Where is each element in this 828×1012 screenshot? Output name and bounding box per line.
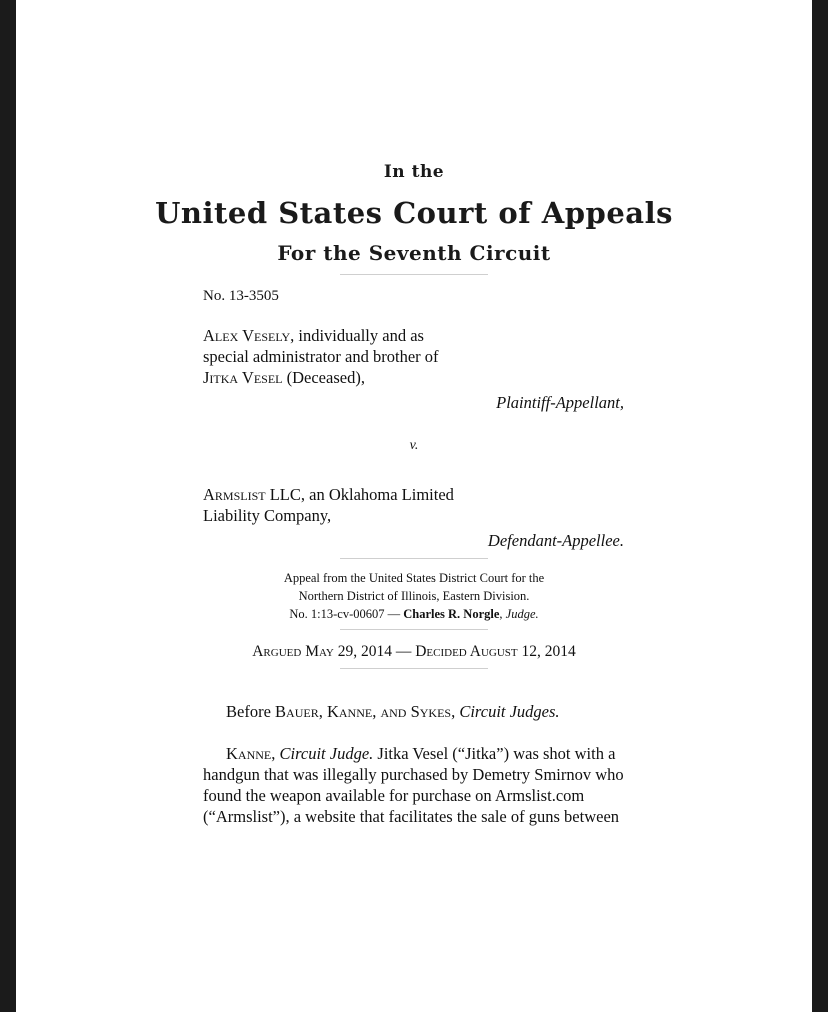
deceased-name: Jitka Vesel bbox=[203, 368, 283, 387]
plaintiff-name: Alex Vesely bbox=[203, 326, 291, 345]
opinion-line-4: (“Armslist”), a website that facilitates the sale of guns between bbox=[203, 807, 620, 826]
district-judge-title: Judge. bbox=[505, 607, 539, 621]
judge-comma: , bbox=[499, 607, 506, 621]
document-page bbox=[16, 0, 812, 1012]
versus bbox=[16, 438, 812, 454]
plaintiff-line-3 bbox=[203, 367, 643, 388]
opinion-line-2: handgun that was illegally purchased by Demetry Smirnov who bbox=[203, 765, 624, 784]
case-number: No. 13-3505 bbox=[203, 288, 279, 304]
plaintiff-role-text: Plaintiff-Appellant, bbox=[496, 393, 624, 412]
argued-decided-dates: Argued May 29, 2014 — Decided August 12, 2014 bbox=[252, 643, 576, 660]
header-in-the: In the bbox=[383, 162, 445, 182]
circuit-title: For the Seventh Circuit bbox=[277, 241, 551, 265]
plaintiff-desc-1: , individually and as bbox=[290, 326, 424, 345]
dates-divider bbox=[340, 668, 488, 669]
defendant-block bbox=[203, 484, 643, 526]
defendant-desc-1: LLC, an Oklahoma Limited bbox=[265, 485, 454, 504]
panel-judges bbox=[226, 701, 560, 722]
defendant-line-2: Liability Company, bbox=[203, 506, 332, 525]
versus-text: v. bbox=[409, 438, 419, 453]
author-title: Circuit Judge. bbox=[279, 744, 374, 763]
before-prefix: Before bbox=[226, 702, 276, 721]
judge-names: Bauer, Kanne, and Sykes bbox=[275, 702, 452, 721]
plaintiff-line-2: special administrator and brother of bbox=[203, 347, 439, 366]
district-case-number: No. 1:13-cv-00607 — bbox=[289, 607, 404, 621]
opinion-line-3: found the weapon available for purchase on Armslist.com bbox=[203, 786, 585, 805]
district-judge-name: Charles R. Norgle bbox=[403, 607, 500, 621]
defendant-role-text: Defendant-Appellee. bbox=[487, 531, 624, 550]
judges-title: Circuit Judges. bbox=[459, 702, 560, 721]
defendant-role bbox=[488, 530, 624, 551]
court-title: United States Court of Appeals bbox=[155, 196, 673, 230]
parties-divider bbox=[340, 558, 488, 559]
header-divider bbox=[340, 274, 488, 275]
opinion-body bbox=[203, 743, 625, 827]
plaintiff-role bbox=[496, 392, 624, 413]
defendant-name: Armslist bbox=[203, 485, 266, 504]
deceased-suffix: (Deceased), bbox=[282, 368, 365, 387]
appeal-divider bbox=[340, 629, 488, 630]
defendant-line-1 bbox=[203, 484, 643, 505]
appeal-line-2: Northern District of Illinois, Eastern Division. bbox=[298, 589, 530, 603]
plaintiff-line-1 bbox=[203, 325, 643, 346]
appeal-info bbox=[16, 569, 812, 623]
author-comma: , bbox=[271, 744, 280, 763]
before-comma: , bbox=[451, 702, 460, 721]
appeal-line-3 bbox=[16, 605, 812, 623]
opinion-line-1 bbox=[203, 743, 625, 764]
plaintiff-block bbox=[203, 325, 643, 388]
appeal-line-1: Appeal from the United States District Court for the bbox=[283, 571, 545, 585]
opinion-line-1-rest: Jitka Vesel (“Jitka”) was shot with a bbox=[373, 744, 616, 763]
opinion-author: Kanne bbox=[226, 744, 272, 763]
